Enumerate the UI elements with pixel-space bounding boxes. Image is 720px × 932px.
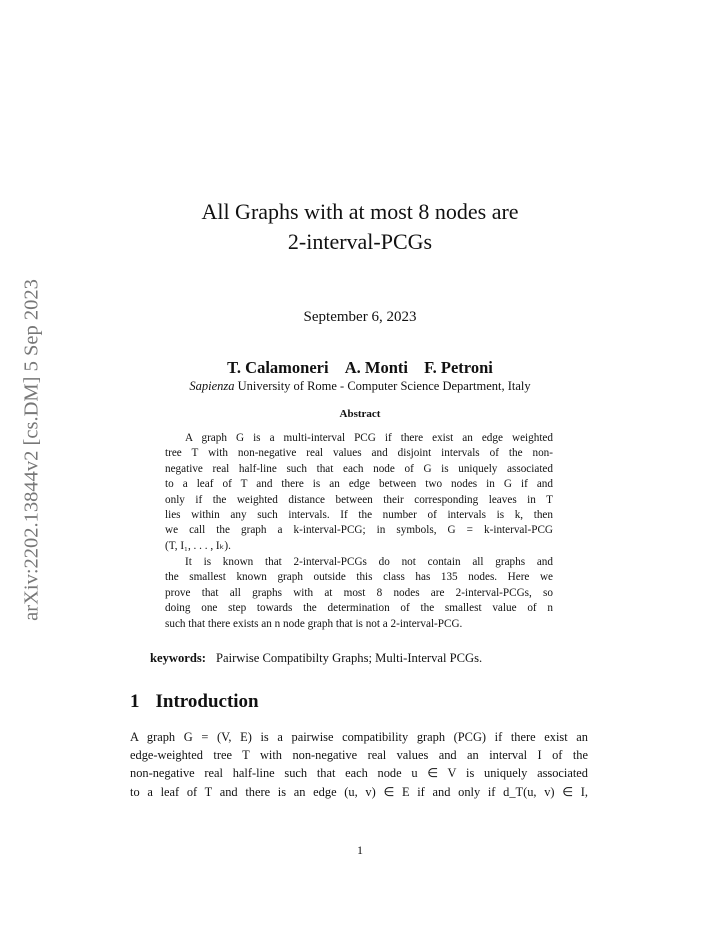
abstract-line: lies within any such intervals. If the number of intervals is k, then [165, 509, 553, 522]
paper-title-line-1: All Graphs with at most 8 nodes are [201, 199, 519, 224]
abstract-line: only if the weighted distance between their corresponding leaves in T [165, 493, 553, 506]
affiliation-rest: University of Rome - Computer Science Department, Italy [234, 379, 531, 393]
abstract-line: to a leaf of T and there is an edge between two nodes in G if and [165, 478, 553, 491]
paper-date: September 6, 2023 [303, 309, 417, 325]
intro-line: edge-weighted tree T with non-negative real values and an interval I of the [130, 748, 588, 763]
section-title: Introduction [155, 691, 259, 712]
abstract-line: such that there exists an n node graph that is not a 2-interval-PCG. [165, 617, 463, 630]
abstract-line: the smallest known graph outside this class has 135 nodes. Here we [165, 571, 553, 584]
abstract-paragraph-2 [165, 555, 553, 632]
keywords-label: keywords: [150, 651, 206, 665]
intro-paragraph [130, 728, 588, 801]
author-list [0, 358, 720, 378]
author-name: A. Monti [344, 358, 408, 377]
keywords-text: Pairwise Compatibilty Graphs; Multi-Interval PCGs. [215, 651, 483, 665]
abstract-heading: Abstract [339, 408, 381, 420]
abstract-line: It is known that 2-interval-PCGs do not contain all graphs and [185, 556, 553, 568]
arxiv-identifier: arXiv:2202.13844v2 [cs.DM] 5 Sep 2023 [20, 278, 43, 621]
affiliation [0, 379, 720, 394]
section-heading [130, 691, 259, 713]
paper-title-line-2: 2-interval-PCGs [287, 229, 433, 254]
author-name: F. Petroni [424, 358, 493, 377]
abstract-line: doing one step towards the determination of the smallest value of n [165, 602, 553, 615]
keywords [150, 651, 482, 666]
abstract-line: A graph G is a multi-interval PCG if there exist an edge weighted [185, 432, 553, 444]
abstract-paragraph-1 [165, 431, 553, 554]
author-name: T. Calamoneri [227, 358, 329, 377]
section-number: 1 [130, 691, 140, 712]
intro-line: A graph G = (V, E) is a pairwise compatibility graph (PCG) if there exist an [130, 730, 588, 744]
abstract-line: prove that all graphs with at most 8 nodes are 2-interval-PCGs, so [165, 586, 553, 599]
intro-line: non-negative real half-line such that each node u ∈ V is uniquely associated [130, 766, 588, 781]
arxiv-side-stamp [17, 247, 47, 652]
abstract-line: negative real half-line such that each node of G is uniquely associated [165, 462, 553, 475]
abstract-line: we call the graph a k-interval-PCG; in symbols, G = k-interval-PCG [165, 524, 553, 537]
abstract-line: tree T with non-negative real values and disjoint intervals of the non- [165, 447, 553, 460]
page-number: 1 [357, 843, 363, 857]
abstract-line: (T, I₁, . . . , Iₖ). [165, 539, 231, 552]
intro-line: to a leaf of T and there is an edge (u, v) ∈ E if and only if d_T(u, v) ∈ I, [130, 784, 588, 799]
affiliation-italic: Sapienza [189, 379, 235, 393]
